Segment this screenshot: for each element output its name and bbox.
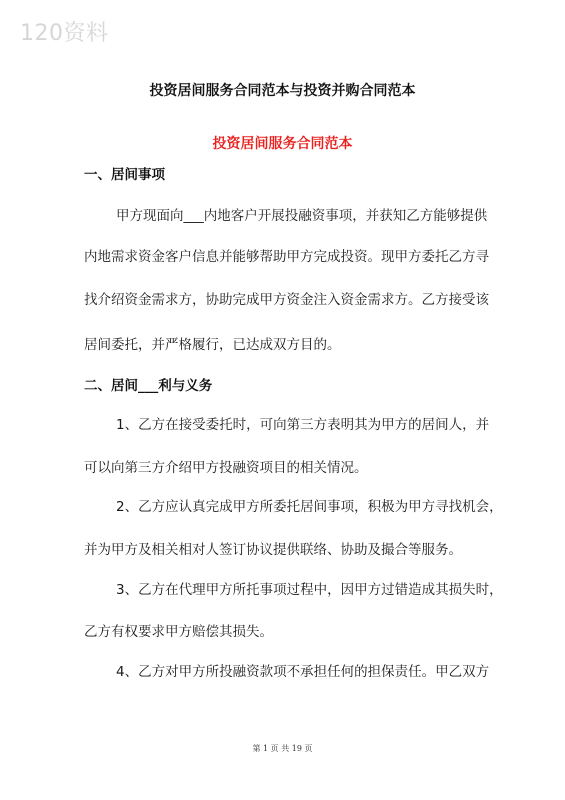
paragraph-line: 找介绍资金需求方，协助完成甲方资金注入资金需求方。乙方接受该 bbox=[84, 292, 489, 308]
page-footer: 第 1 页 共 19 页 bbox=[252, 744, 313, 753]
heading-rights-obligations: 二、居间___利与义务 bbox=[84, 378, 213, 394]
paragraph-line: 内地需求资金客户信息并能够帮助甲方完成投资。现甲方委托乙方寻 bbox=[84, 249, 489, 265]
watermark-logo: 120资料 bbox=[20, 21, 109, 46]
paragraph-line: 4、乙方对甲方所投融资款项不承担任何的担保责任。甲乙双方 bbox=[116, 664, 490, 680]
paragraph-line: 2、乙方应认真完成甲方所委托居间事项，积极为甲方寻找机会， bbox=[116, 499, 503, 515]
paragraph-line: 1、乙方在接受委托时，可向第三方表明其为甲方的居间人，并 bbox=[116, 417, 490, 433]
paragraph-line: 甲方现面向___内地客户开展投融资事项，并获知乙方能够提供 bbox=[116, 208, 488, 224]
heading-mediation-matters: 一、居间事项 bbox=[84, 167, 165, 183]
paragraph-line: 居间委托，并严格履行，已达成双方目的。 bbox=[84, 337, 341, 353]
paragraph-line: 3、乙方在代理甲方所托事项过程中，因甲方过错造成其损失时， bbox=[116, 582, 503, 598]
paragraph-line: 可以向第三方介绍甲方投融资项目的相关情况。 bbox=[84, 460, 368, 476]
section-title: 投资居间服务合同范本 bbox=[212, 136, 353, 152]
paragraph-line: 乙方有权要求甲方赔偿其损失。 bbox=[84, 624, 273, 640]
paragraph-line: 并为甲方及相关相对人签订协议提供联络、协助及撮合等服务。 bbox=[84, 542, 462, 558]
document-title: 投资居间服务合同范本与投资并购合同范本 bbox=[149, 83, 416, 99]
